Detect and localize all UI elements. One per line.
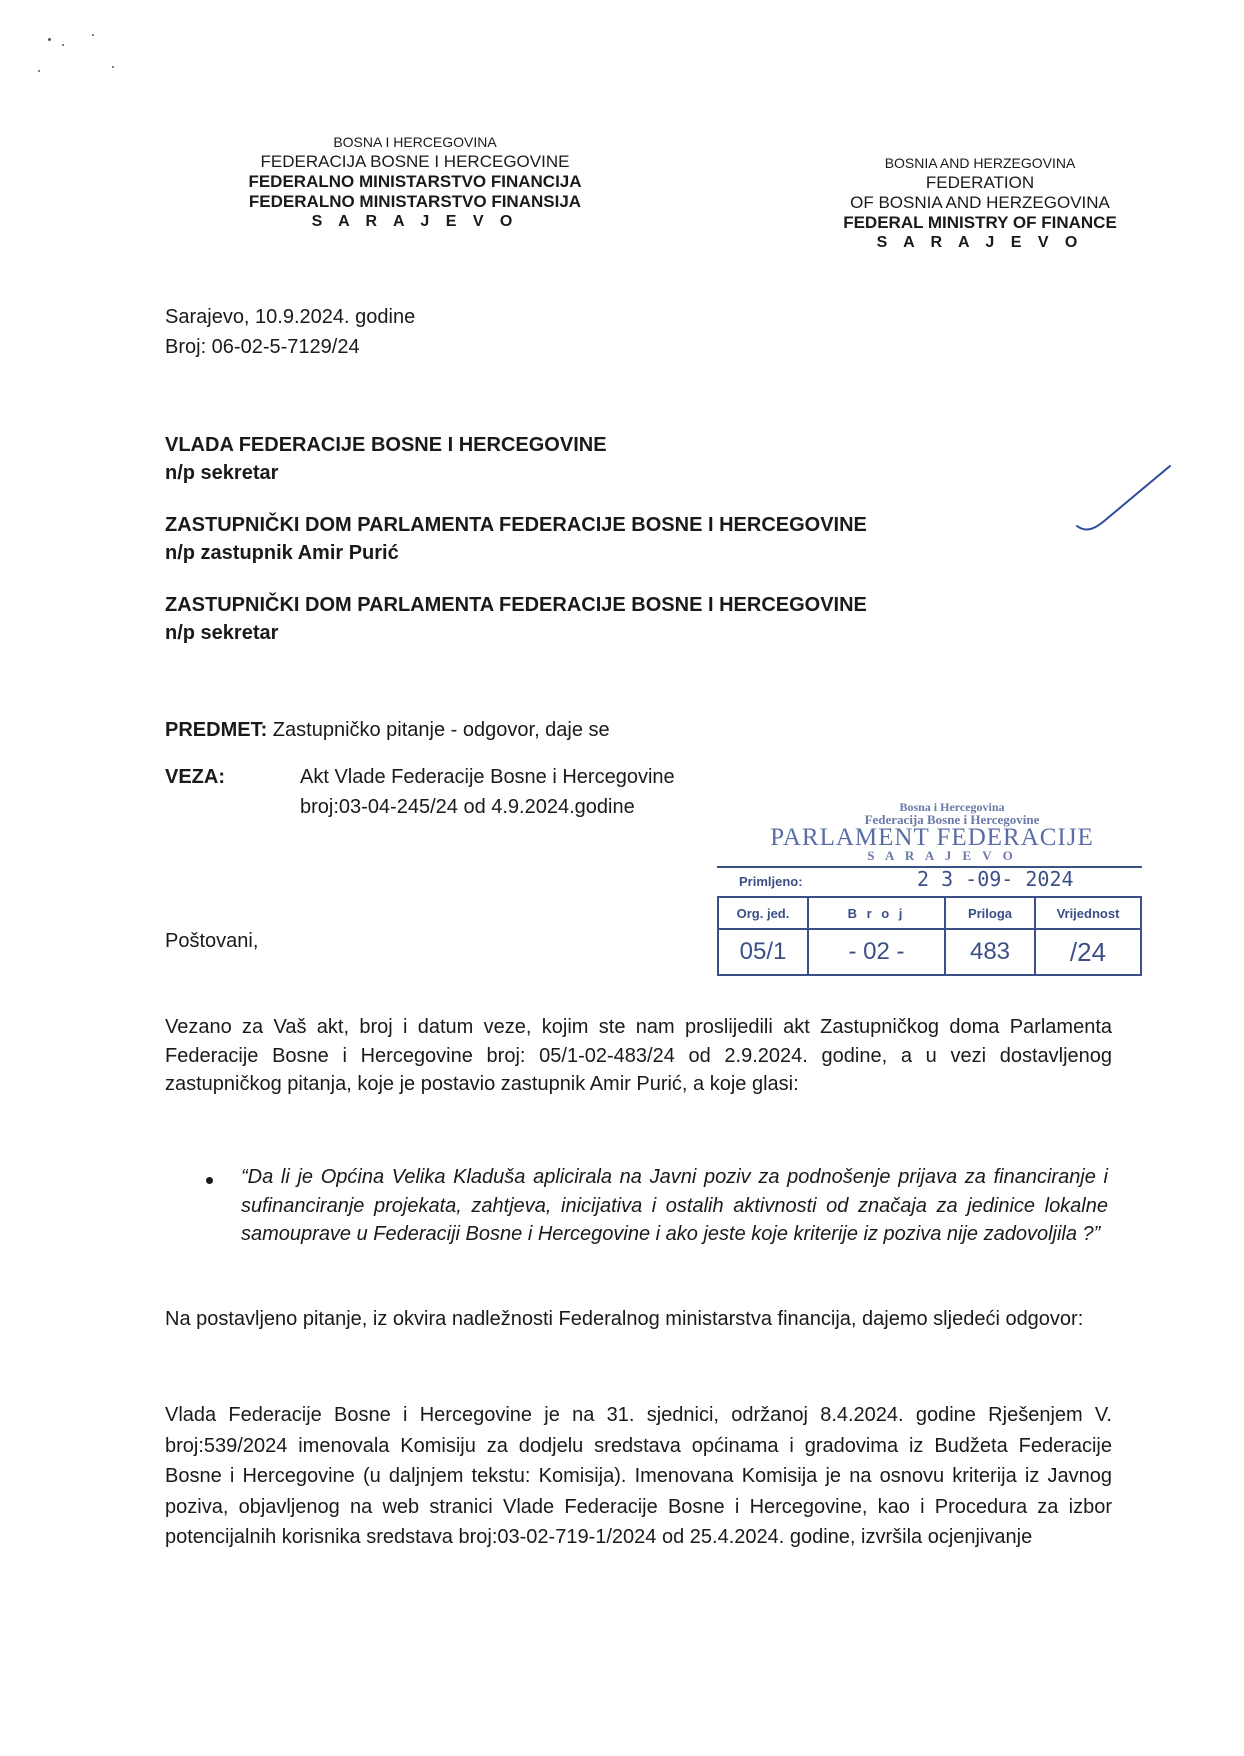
reference-block (300, 762, 675, 822)
stamp-header-row (718, 897, 1141, 929)
document-meta (165, 302, 415, 362)
stamp-table (717, 896, 1142, 976)
header-left-city: S A R A J E V O (311, 213, 519, 230)
scan-speck (112, 66, 114, 68)
body-paragraph-2: Na postavljeno pitanje, iz okvira nadležnosti Federalnog ministarstva financija, dajemo sljedeći odgovor: (165, 1308, 1084, 1330)
recipient-attn: n/p sekretar (165, 462, 279, 484)
reference-label: VEZA: (165, 766, 225, 788)
header-right-ministry: FEDERAL MINISTRY OF FINANCE (843, 213, 1117, 232)
stamp-received-date: 2 3 -09- 2024 (917, 867, 1074, 891)
header-right-federation: FEDERATION (925, 173, 1035, 192)
parliament-stamp (712, 800, 1152, 976)
header-right-country: BOSNIA AND HERZEGOVINA (884, 155, 1076, 171)
recipient-2 (165, 511, 867, 567)
stamp-title: PARLAMENT FEDERACIJE (770, 824, 1094, 851)
subject-label: PREDMET: (165, 719, 268, 741)
handwritten-checkmark (1075, 460, 1175, 540)
stamp-val-number: - 02 - (808, 929, 945, 975)
header-right (800, 153, 1160, 253)
scan-speck (38, 70, 40, 72)
stamp-value-row (718, 929, 1141, 975)
reference-line-2: broj:03-04-245/24 od 4.9.2024.godine (300, 796, 635, 818)
stamp-val-org: 05/1 (718, 929, 808, 975)
reference-line-1: Akt Vlade Federacije Bosne i Hercegovine (300, 766, 675, 788)
body-paragraph-3: Vlada Federacije Bosne i Hercegovine je na 31. sjednici, održanoj 8.4.2024. godine Rješenjem V. broj:539/2024 imenovala Komisiju za dodjelu sredstava općinama i gradovima iz Budžeta Federacije Bosne i Hercegovine (u daljnjem tekstu: Komisija). Imenovana Komisija je na osnovu kriterija iz Javnog poziva, objavljenog na web stranici Vlade Federacije Bosne i Hercegovine, kao i Procedura za izbor potencijalnih korisnika sredstava broj:03-02-719-1/2024 od 25.4.2024. godine, izvršila ocjenjivanje (165, 1404, 1112, 1548)
recipient-attn: n/p zastupnik Amir Purić (165, 542, 399, 564)
header-left-country: BOSNA I HERCEGOVINA (333, 134, 497, 150)
scan-speck (92, 34, 94, 36)
scan-speck (62, 44, 64, 46)
stamp-col-attachments: Priloga (945, 897, 1035, 929)
recipient-1 (165, 431, 607, 487)
recipient-name: ZASTUPNIČKI DOM PARLAMENTA FEDERACIJE BOSNE I HERCEGOVINE (165, 594, 867, 616)
stamp-federation: Federacija Bosne i Hercegovine (864, 812, 1040, 827)
stamp-val-value: /24 (1035, 929, 1141, 975)
scan-speck (48, 38, 51, 41)
stamp-col-org: Org. jed. (718, 897, 808, 929)
body-paragraph-1: Vezano za Vaš akt, broj i datum veze, kojim ste nam proslijedili akt Zastupničkog doma Parlamenta Federacije Bosne i Hercegovine broj: 05/1-02-483/24 od 2.9.2024. godine, a u vezi dostavljenog zastupničkog pitanja, koje je postavio zastupnik Amir Purić, a koje glasi: (165, 1016, 1112, 1095)
stamp-received-label: Primljeno: (739, 874, 803, 889)
document-date: Sarajevo, 10.9.2024. godine (165, 306, 416, 328)
greeting: Poštovani, (165, 930, 259, 952)
stamp-country: Bosna i Hercegovina (899, 800, 1005, 814)
quote-bullet (206, 1177, 213, 1184)
recipient-name: ZASTUPNIČKI DOM PARLAMENTA FEDERACIJE BOSNE I HERCEGOVINE (165, 514, 867, 536)
header-left (200, 132, 630, 232)
header-right-federation-2: OF BOSNIA AND HERZEGOVINA (850, 193, 1110, 212)
document-number: Broj: 06-02-5-7129/24 (165, 336, 360, 358)
stamp-city: S A R A J E V O (867, 848, 1017, 863)
header-left-federation: FEDERACIJA BOSNE I HERCEGOVINE (260, 152, 570, 171)
header-left-ministry-2: FEDERALNO MINISTARSTVO FINANSIJA (248, 192, 582, 211)
recipient-attn: n/p sekretar (165, 622, 279, 644)
stamp-col-number: B r o j (808, 897, 945, 929)
stamp-val-attachments: 483 (945, 929, 1035, 975)
stamp-received-row (717, 866, 1142, 896)
quoted-question: “Da li je Općina Velika Kladuša aplicirala na Javni poziv za podnošenje prijava za financiranje i sufinanciranje projekata, zahtjeva, inicijativa i ostalih aktivnosti od značaja za jedinice lokalne samouprave u Federaciji Bosne i Hercegovine i ako jeste koje kriterije iz poziva nije zadovoljila ?” (241, 1166, 1108, 1245)
stamp-col-value: Vrijednost (1035, 897, 1141, 929)
header-right-city: S A R A J E V O (876, 234, 1084, 251)
recipient-name: VLADA FEDERACIJE BOSNE I HERCEGOVINE (165, 434, 607, 456)
header-left-ministry-1: FEDERALNO MINISTARSTVO FINANCIJA (248, 172, 582, 191)
recipient-3 (165, 591, 867, 647)
subject-text: Zastupničko pitanje - odgovor, daje se (272, 719, 610, 741)
subject-line (165, 715, 610, 745)
